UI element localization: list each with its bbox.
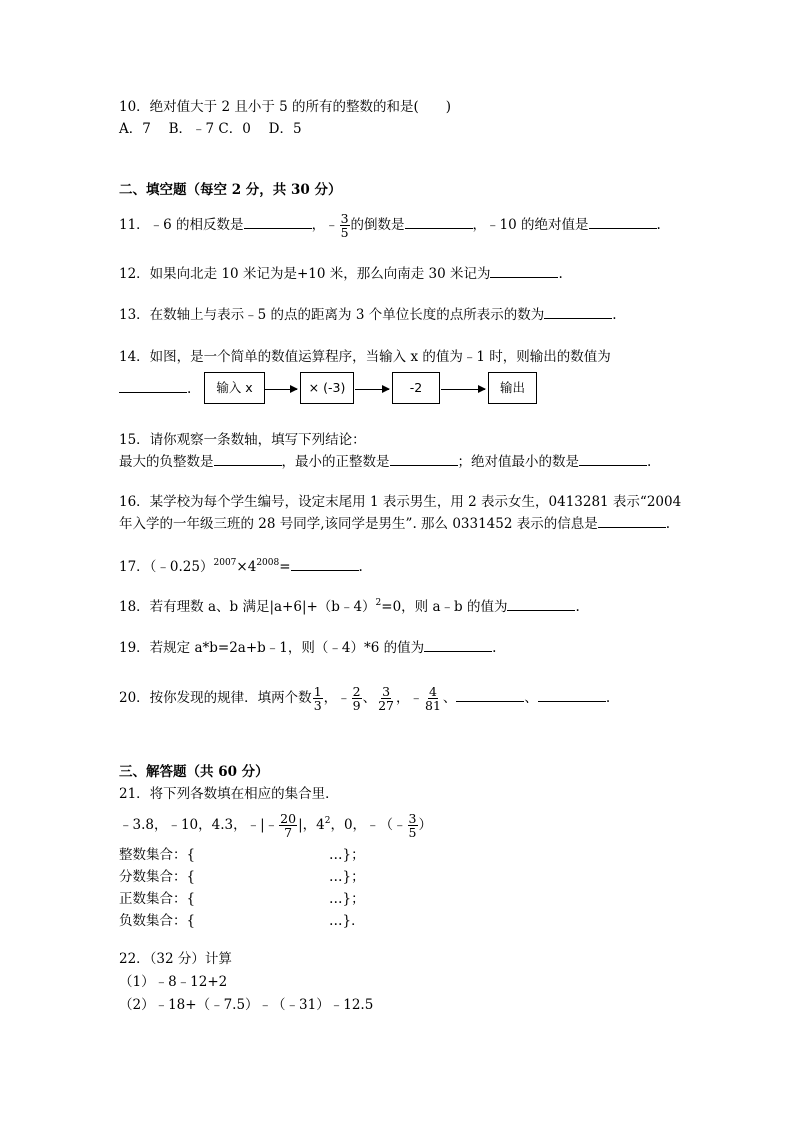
- set-positive-label: 正数集合：{: [119, 891, 196, 907]
- fraction-denominator: 5: [340, 225, 349, 240]
- fraction-denominator: 5: [408, 825, 417, 840]
- fraction-numerator: 2: [352, 684, 361, 699]
- flow-arrow: [441, 389, 485, 390]
- q15-end: .: [647, 454, 652, 470]
- answer-blank[interactable]: [538, 689, 606, 702]
- fraction-denominator: 81: [425, 698, 441, 713]
- q16-text: 年入学的一年级三班的 28 号同学,该同学是男生”. 那么 0331452 表示的信息是: [119, 516, 598, 532]
- separator: 、: [362, 690, 377, 706]
- q15-text-3: ；绝对值最小的数是: [457, 454, 579, 470]
- q20-text: 20．按你发现的规律．填两个数: [119, 690, 312, 706]
- q14-end: .: [187, 381, 192, 397]
- q20: [119, 683, 610, 713]
- answer-blank[interactable]: [390, 453, 458, 466]
- q17-text-3: =: [279, 559, 291, 575]
- fraction-denominator: 9: [352, 698, 361, 713]
- q19-text: 19．若规定 a*b=2a+b﹣1，则（﹣4）*6 的值为: [119, 640, 425, 656]
- set-integer-tail: …}；: [329, 847, 365, 863]
- q10-question: 10．绝对值大于 2 且小于 5 的所有的整数的和是( ): [119, 99, 452, 115]
- q17-text-1: 17．（﹣0.25）: [119, 559, 214, 575]
- q20-end: .: [605, 690, 611, 706]
- q16-end: .: [665, 516, 671, 532]
- q11-text-2: ，﹣: [311, 217, 339, 233]
- q18-text-1: 18．若有理数 a、b 满足|a+6|+（b﹣4）: [119, 599, 376, 615]
- q21-nums-2: |，4: [298, 817, 325, 833]
- answer-blank[interactable]: [424, 639, 492, 652]
- q12: [119, 265, 563, 283]
- set-negative-tail: …}．: [329, 913, 365, 929]
- q18: [119, 598, 580, 616]
- fraction-numerator: 4: [428, 684, 437, 699]
- separator: ，﹣: [323, 690, 351, 706]
- set-fraction-label: 分数集合：{: [119, 869, 196, 885]
- fraction: [377, 685, 395, 712]
- q10-options: A．7 B．﹣7 C．0 D．5: [119, 121, 302, 137]
- q17: [119, 558, 363, 576]
- separator: ，﹣: [396, 690, 423, 706]
- flow-arrow: [265, 389, 297, 390]
- answer-blank[interactable]: [579, 453, 647, 466]
- q21-nums-1: ﹣3.8，﹣10，4.3，﹣|﹣: [119, 817, 279, 833]
- exponent: 2: [375, 598, 382, 608]
- fraction: [279, 812, 297, 839]
- q17-end: .: [358, 559, 363, 575]
- exponent: 2008: [256, 558, 280, 568]
- answer-blank[interactable]: [544, 306, 612, 319]
- set-positive-tail: …}；: [329, 891, 365, 907]
- exponent: 2007: [213, 558, 237, 568]
- answer-blank[interactable]: [598, 515, 666, 528]
- q11-text-4: ，﹣10 的绝对值是: [472, 217, 589, 233]
- section3-title: 三、解答题（共 60 分）: [119, 764, 269, 780]
- fraction-numerator: 3: [382, 684, 391, 699]
- fraction: [424, 685, 442, 712]
- q19-end: .: [492, 640, 497, 656]
- fraction-numerator: 1: [313, 684, 322, 699]
- flow-box-subtract: -2: [392, 372, 440, 404]
- fraction-denominator: 7: [284, 825, 293, 840]
- q14-text: 14．如图，是一个简单的数值运算程序，当输入 x 的值为﹣1 时，则输出的数值为: [119, 349, 611, 365]
- flow-arrow: [355, 389, 389, 390]
- answer-blank[interactable]: [589, 216, 657, 229]
- q13: [119, 306, 617, 324]
- flow-box-multiply: × (-3): [300, 372, 354, 404]
- separator: 、: [442, 690, 457, 706]
- fraction-numerator: 3: [340, 211, 349, 226]
- fraction: [340, 212, 350, 239]
- q14-answer: [119, 380, 191, 398]
- fraction-denominator: 3: [313, 698, 322, 713]
- answer-blank[interactable]: [490, 265, 558, 278]
- q21-nums-3: ，0，﹣（﹣: [330, 817, 407, 833]
- q13-end: .: [612, 307, 617, 323]
- q11-text-1: 11．﹣6 的相反数是: [119, 217, 244, 233]
- q17-text-2: ×4: [236, 559, 257, 575]
- q15-text-1: 最大的负整数是: [119, 454, 214, 470]
- q11-text-3: 的倒数是: [350, 217, 405, 233]
- fraction: [313, 685, 323, 712]
- q15-line1: 15．请你观察一条数轴，填写下列结论：: [119, 432, 366, 448]
- exponent: 2: [324, 816, 331, 826]
- answer-blank[interactable]: [405, 216, 473, 229]
- q21-numbers: [119, 810, 432, 840]
- answer-blank[interactable]: [507, 598, 575, 611]
- q22-item-2: （2）﹣18+（﹣7.5）﹣（﹣31）﹣12.5: [119, 997, 374, 1013]
- answer-blank[interactable]: [456, 689, 524, 702]
- q15-text-2: ，最小的正整数是: [281, 454, 390, 470]
- q22-title: 22．（32 分）计算: [119, 951, 232, 967]
- q22-item-1: （1）﹣8﹣12+2: [119, 974, 228, 990]
- q11: [119, 212, 661, 239]
- q19: [119, 639, 496, 657]
- flow-box-output: 输出: [488, 372, 537, 404]
- set-fraction-tail: …}；: [329, 869, 365, 885]
- answer-blank[interactable]: [291, 558, 359, 571]
- q18-text-2: =0，则 a﹣b 的值为: [381, 599, 508, 615]
- q11-end: .: [656, 217, 661, 233]
- q12-text: 12．如果向北走 10 米记为是+10 米，那么向南走 30 米记为: [119, 266, 491, 282]
- q18-end: .: [575, 599, 580, 615]
- q13-text: 13．在数轴上与表示﹣5 的点的距离为 3 个单位长度的点所表示的数为: [119, 307, 545, 323]
- set-negative-label: 负数集合：{: [119, 913, 196, 929]
- flow-box-input: 输入 x: [204, 372, 265, 404]
- q16-line2: [119, 515, 670, 533]
- fraction-denominator: 27: [378, 698, 394, 713]
- fraction: [352, 685, 362, 712]
- fraction-numerator: 3: [408, 811, 417, 826]
- separator: 、: [524, 690, 538, 706]
- q21-text: 21．将下列各数填在相应的集合里．: [119, 786, 339, 802]
- q21-nums-4: ）: [418, 817, 432, 833]
- answer-blank[interactable]: [119, 380, 187, 393]
- answer-blank[interactable]: [244, 216, 312, 229]
- set-integer-label: 整数集合：{: [119, 847, 196, 863]
- q16-line1: 16．某学校为每个学生编号，设定末尾用 1 表示男生，用 2 表示女生，0413281 表示“2004: [119, 494, 682, 510]
- fraction: [408, 812, 418, 839]
- q12-end: .: [558, 266, 563, 282]
- fraction-numerator: 20: [280, 811, 297, 826]
- section2-title: 二、填空题（每空 2 分，共 30 分）: [119, 182, 342, 198]
- answer-blank[interactable]: [214, 453, 282, 466]
- q15-line2: [119, 453, 651, 471]
